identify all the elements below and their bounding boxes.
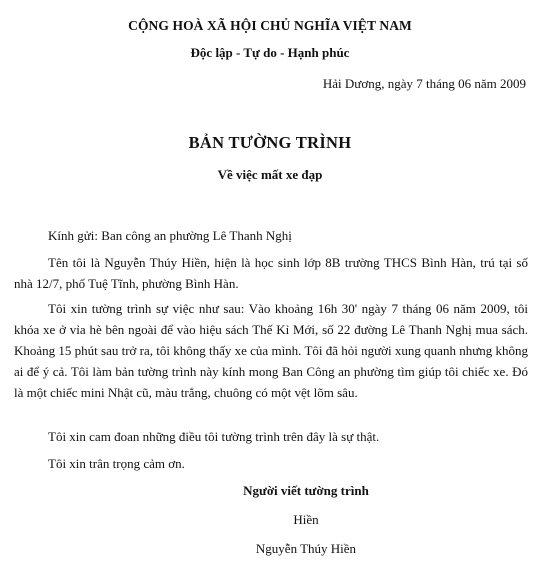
thanks-paragraph: Tôi xin trân trọng cảm ơn. bbox=[48, 456, 185, 471]
pledge-paragraph: Tôi xin cam đoan những điều tôi tường trình trên đây là sự thật. bbox=[48, 429, 380, 444]
signer-name: Nguyễn Thúy Hiền bbox=[255, 541, 357, 556]
incident-paragraph: Tôi xin tường trình sự việc như sau: Vào khoảng 16h 30' ngày 7 tháng 06 năm 2009, tôi khóa xe ở vỉa hè bên ngoài để vào hiệu sách Thế Kỉ Mới, số 22 đường Lê Thanh Nghị mua sách. Khoảng 15 phút sau trở ra, tôi không thấy xe của mình. Tôi đã hỏi người xung quanh nhưng không ai để ý cả. Tôi làm bản tường trình này kính mong Ban Công an phường tìm giúp tôi chiếc xe. Đó là một chiếc mini Nhật cũ, màu trắng, chuông có một vệt lõm sâu. bbox=[14, 301, 528, 400]
recipient-line: Kính gửi: Ban công an phường Lê Thanh Nghị bbox=[48, 228, 292, 243]
signature-mark: Hiền bbox=[293, 512, 319, 527]
signature-title: Người viết tường trình bbox=[243, 483, 369, 498]
national-motto: Độc lập - Tự do - Hạnh phúc bbox=[190, 45, 350, 60]
national-title: CỘNG HOÀ XÃ HỘI CHỦ NGHĨA VIỆT NAM bbox=[128, 18, 412, 33]
place-and-date: Hải Dương, ngày 7 tháng 06 năm 2009 bbox=[322, 76, 526, 91]
intro-paragraph: Tên tôi là Nguyễn Thúy Hiền, hiện là học sinh lớp 8B trường THCS Bình Hàn, trú tại số nhà 12/7, phố Tuệ Tĩnh, phường Bình Hàn. bbox=[14, 255, 528, 291]
document-subtitle: Về việc mất xe đạp bbox=[217, 167, 323, 182]
document-title: BẢN TƯỜNG TRÌNH bbox=[188, 133, 352, 152]
